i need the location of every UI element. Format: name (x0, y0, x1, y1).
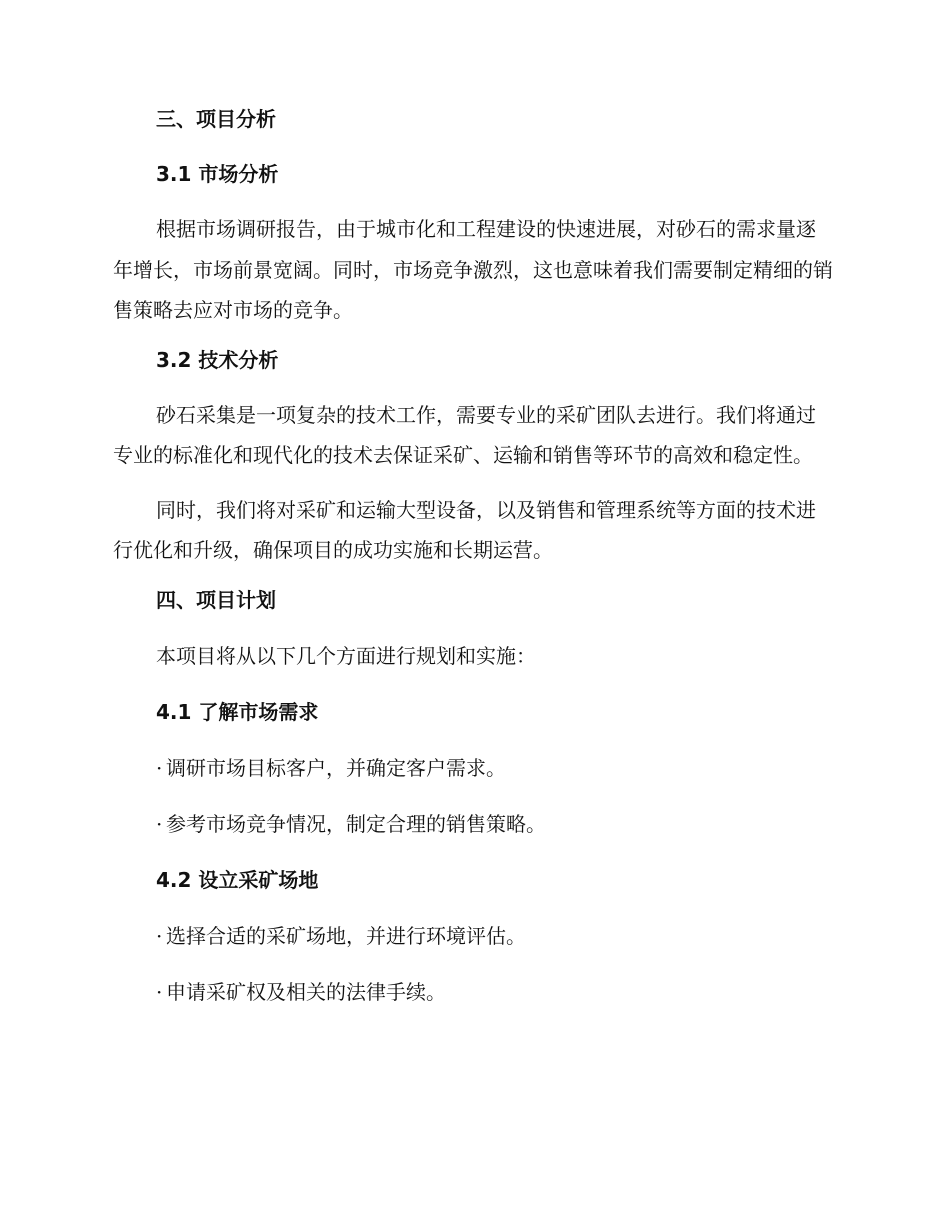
subsection-heading-market-analysis: 3.1 市场分析 (156, 162, 279, 186)
technical-analysis-paragraph-2: 同时，我们将对采矿和运输大型设备，以及销售和管理系统等方面的技术进行优化和升级，确保项目的成功实施和长期运营。 (113, 497, 816, 562)
list-item-text: 参考市场竞争情况，制定合理的销售策略。 (166, 811, 546, 836)
list-item (113, 921, 833, 951)
project-plan-intro: 本项目将从以下几个方面进行规划和实施： (156, 643, 536, 668)
section-heading-project-analysis: 三、项目分析 (156, 107, 276, 131)
section-heading-project-plan: 四、项目计划 (156, 587, 276, 612)
list-item (113, 977, 833, 1007)
subsection-heading-understand-market-demand: 4.1 了解市场需求 (156, 699, 319, 724)
subsection-heading-technical-analysis: 3.2 技术分析 (156, 347, 279, 372)
technical-analysis-paragraph-1: 砂石采集是一项复杂的技术工作，需要专业的采矿团队去进行。我们将通过专业的标准化和现代化的技术去保证采矿、运输和销售等环节的高效和稳定性。 (113, 402, 816, 467)
document-page (113, 104, 833, 1007)
bullet-marker: · (156, 979, 163, 1004)
list-item-text: 申请采矿权及相关的法律手续。 (166, 979, 446, 1004)
bullet-marker: · (156, 923, 163, 948)
list-item (113, 753, 833, 783)
list-item-text: 选择合适的采矿场地，并进行环境评估。 (166, 923, 526, 948)
list-item-text: 调研市场目标客户，并确定客户需求。 (166, 755, 506, 780)
subsection-heading-set-up-mining-site: 4.2 设立采矿场地 (156, 867, 319, 892)
market-analysis-paragraph: 根据市场调研报告，由于城市化和工程建设的快速进展，对砂石的需求量逐年增长，市场前景宽阔。同时，市场竞争激烈，这也意味着我们需要制定精细的销售策略去应对市场的竞争。 (113, 217, 833, 322)
bullet-marker: · (156, 811, 163, 836)
list-item (113, 809, 833, 839)
bullet-marker: · (156, 755, 163, 780)
